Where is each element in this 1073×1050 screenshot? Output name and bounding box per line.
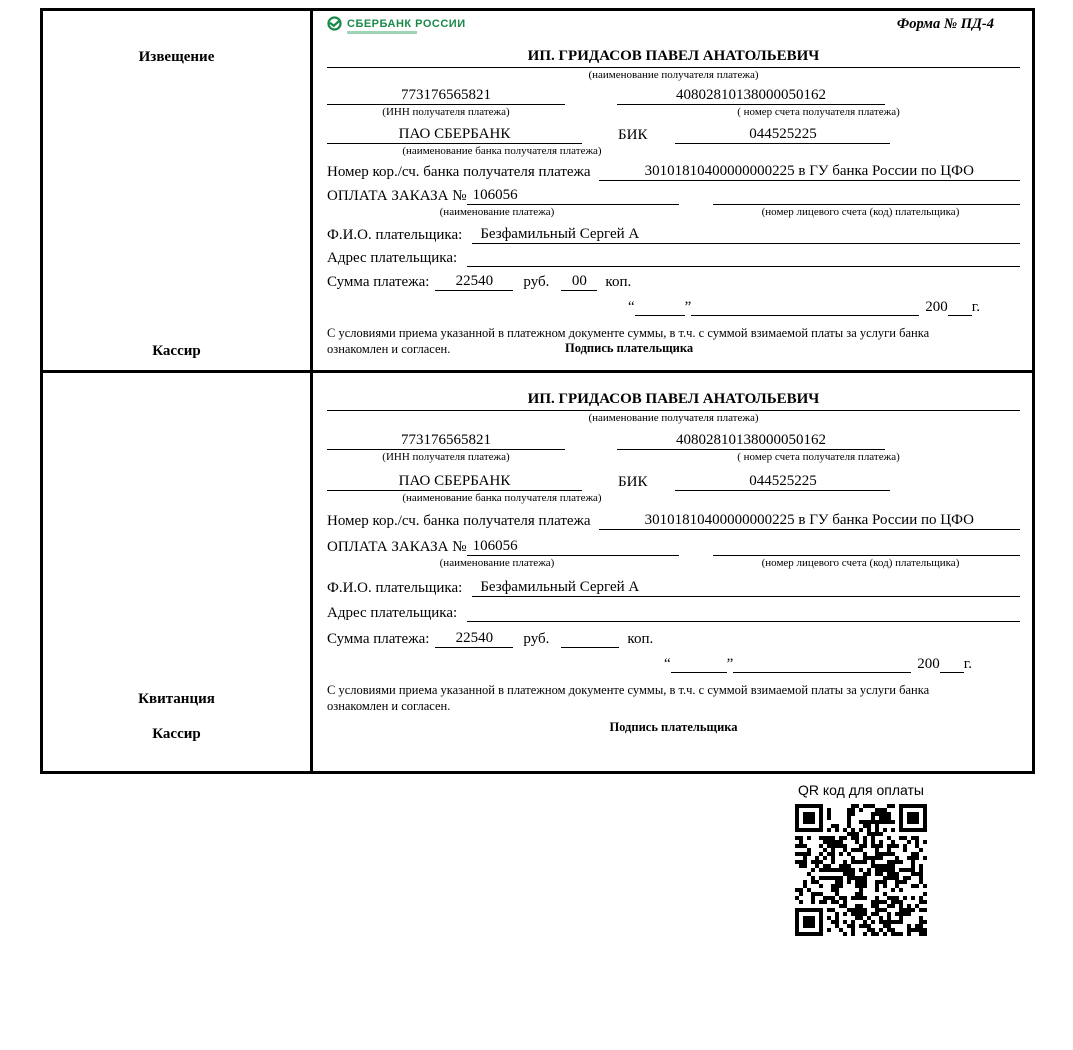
agreement-text: С условиями приема указанной в платежном документе суммы, в т.ч. с суммой взимаемой платы за услуги банка ознакомлен и согласен. — [327, 326, 930, 357]
payment-form-pd4 — [40, 8, 1035, 774]
purpose-captions — [327, 556, 1020, 571]
payer-value: Безфамильный Сергей А — [472, 226, 1020, 244]
date-close-quote: ” — [684, 299, 692, 315]
sberbank-logo — [327, 16, 466, 36]
account-caption: ( номер счета получателя платежа) — [737, 106, 900, 118]
sberbank-logo-text-wrap — [347, 18, 466, 34]
date-open-quote: “ — [663, 656, 671, 672]
personal-account-blank — [713, 539, 1020, 556]
signature-label: Подпись плательщика — [609, 719, 738, 734]
corr-row — [327, 163, 1020, 181]
date-row — [327, 656, 972, 673]
amount-label: Сумма платежа: — [327, 631, 430, 647]
inn-value: 773176565821 — [327, 432, 565, 450]
section-kvitanciya — [43, 373, 1032, 771]
qr-code — [795, 804, 927, 936]
corr-label: Номер кор./сч. банка получателя платежа — [327, 164, 591, 180]
payer-value: Безфамильный Сергей А — [472, 579, 1020, 597]
year-text: 200 — [925, 299, 948, 315]
date-close-quote: ” — [726, 656, 734, 672]
purpose-label: ОПЛАТА ЗАКАЗА № — [327, 188, 467, 204]
signature-label: Подпись плательщика — [565, 340, 694, 355]
section-content — [313, 11, 1032, 370]
payer-row — [327, 226, 1020, 244]
kop-label: коп. — [605, 274, 632, 290]
inn-account-captions — [327, 105, 1020, 120]
inn-caption: (ИНН получателя платежа) — [382, 451, 510, 463]
side-label-izveshchenie: Извещение — [138, 49, 215, 65]
year-blank — [948, 299, 972, 316]
date-day-blank — [671, 656, 727, 673]
date-month-blank — [691, 299, 919, 316]
account-value: 40802810138000050162 — [617, 432, 885, 450]
year-suffix: г. — [971, 299, 980, 315]
purpose-value: 106056 — [467, 187, 679, 205]
amount-kop-value: 00 — [561, 273, 597, 291]
recipient-name: ИП. ГРИДАСОВ ПАВЕЛ АНАТОЛЬЕВИЧ — [327, 391, 1020, 411]
sberbank-logo-tagline — [347, 31, 417, 34]
corr-value: 30101810400000000225 в ГУ банка России по ЦФО — [599, 512, 1020, 530]
kop-label: коп. — [627, 631, 654, 647]
personal-account-blank — [713, 188, 1020, 205]
payment-caption: (наименование платежа) — [439, 206, 555, 218]
payer-label: Ф.И.О. плательщика: — [327, 580, 463, 596]
recipient-name: ИП. ГРИДАСОВ ПАВЕЛ АНАТОЛЬЕВИЧ — [327, 48, 1020, 68]
section-content — [313, 373, 1032, 771]
purpose-row — [327, 187, 1020, 205]
inn-account-captions — [327, 450, 1020, 465]
bik-value: 044525225 — [675, 126, 890, 144]
side-column — [43, 11, 313, 370]
bank-name: ПАО СБЕРБАНК — [327, 473, 582, 491]
date-month-blank — [733, 656, 911, 673]
address-row — [327, 605, 1020, 622]
form-title: Форма № ПД-4 — [896, 16, 994, 32]
qr-label: QR код для оплаты — [797, 782, 924, 798]
personal-caption: (номер лицевого счета (код) плательщика) — [761, 557, 960, 569]
amount-row — [327, 273, 1020, 291]
header-row — [327, 16, 1020, 48]
bank-caption: (наименование банка получателя платежа) — [402, 492, 602, 504]
address-row — [327, 250, 1020, 267]
address-label: Адрес плательщика: — [327, 250, 458, 266]
side-label-kassir: Кассир — [152, 343, 201, 359]
bank-caption: (наименование банка получателя платежа) — [402, 145, 602, 157]
corr-row — [327, 512, 1020, 530]
sberbank-logo-icon — [327, 16, 342, 36]
personal-caption: (номер лицевого счета (код) плательщика) — [761, 206, 960, 218]
bik-label: БИК — [618, 474, 648, 490]
amount-row — [327, 630, 1020, 648]
rub-label: руб. — [523, 631, 550, 647]
bank-row — [327, 473, 1020, 491]
date-open-quote: “ — [627, 299, 635, 315]
purpose-value: 106056 — [467, 538, 679, 556]
recipient-caption: (наименование получателя платежа) — [588, 69, 759, 81]
year-text: 200 — [917, 656, 940, 672]
inn-account-row — [327, 432, 1020, 450]
account-caption: ( номер счета получателя платежа) — [737, 451, 900, 463]
date-row — [327, 299, 980, 316]
payer-label: Ф.И.О. плательщика: — [327, 227, 463, 243]
agreement-text: С условиями приема указанной в платежном документе суммы, в т.ч. с суммой взимаемой платы за услуги банка ознакомлен и согласен. — [327, 683, 930, 714]
address-value — [467, 605, 1020, 622]
bank-name: ПАО СБЕРБАНК — [327, 126, 582, 144]
year-blank — [940, 656, 964, 673]
rub-label: руб. — [523, 274, 550, 290]
section-izveshchenie — [43, 11, 1032, 373]
payment-caption: (наименование платежа) — [439, 557, 555, 569]
recipient-caption: (наименование получателя платежа) — [588, 412, 759, 424]
qr-block — [786, 782, 936, 936]
address-value — [467, 250, 1020, 267]
corr-label: Номер кор./сч. банка получателя платежа — [327, 513, 591, 529]
bik-value: 044525225 — [675, 473, 890, 491]
year-suffix: г. — [963, 656, 972, 672]
corr-value: 30101810400000000225 в ГУ банка России по ЦФО — [599, 163, 1020, 181]
purpose-row — [327, 538, 1020, 556]
purpose-captions — [327, 205, 1020, 220]
side-label-kassir: Кассир — [152, 726, 201, 742]
side-column — [43, 373, 313, 771]
payer-row — [327, 579, 1020, 597]
inn-value: 773176565821 — [327, 87, 565, 105]
amount-rub-value: 22540 — [435, 273, 513, 291]
address-label: Адрес плательщика: — [327, 605, 458, 621]
bik-label: БИК — [618, 127, 648, 143]
amount-kop-value — [561, 631, 619, 648]
amount-rub-value: 22540 — [435, 630, 513, 648]
account-value: 40802810138000050162 — [617, 87, 885, 105]
side-label-kvitanciya: Квитанция — [138, 691, 215, 707]
inn-account-row — [327, 87, 1020, 105]
bank-row — [327, 126, 1020, 144]
amount-label: Сумма платежа: — [327, 274, 430, 290]
purpose-label: ОПЛАТА ЗАКАЗА № — [327, 539, 467, 555]
inn-caption: (ИНН получателя платежа) — [382, 106, 510, 118]
date-day-blank — [635, 299, 685, 316]
sberbank-logo-text: СБЕРБАНК РОССИИ — [347, 18, 466, 30]
